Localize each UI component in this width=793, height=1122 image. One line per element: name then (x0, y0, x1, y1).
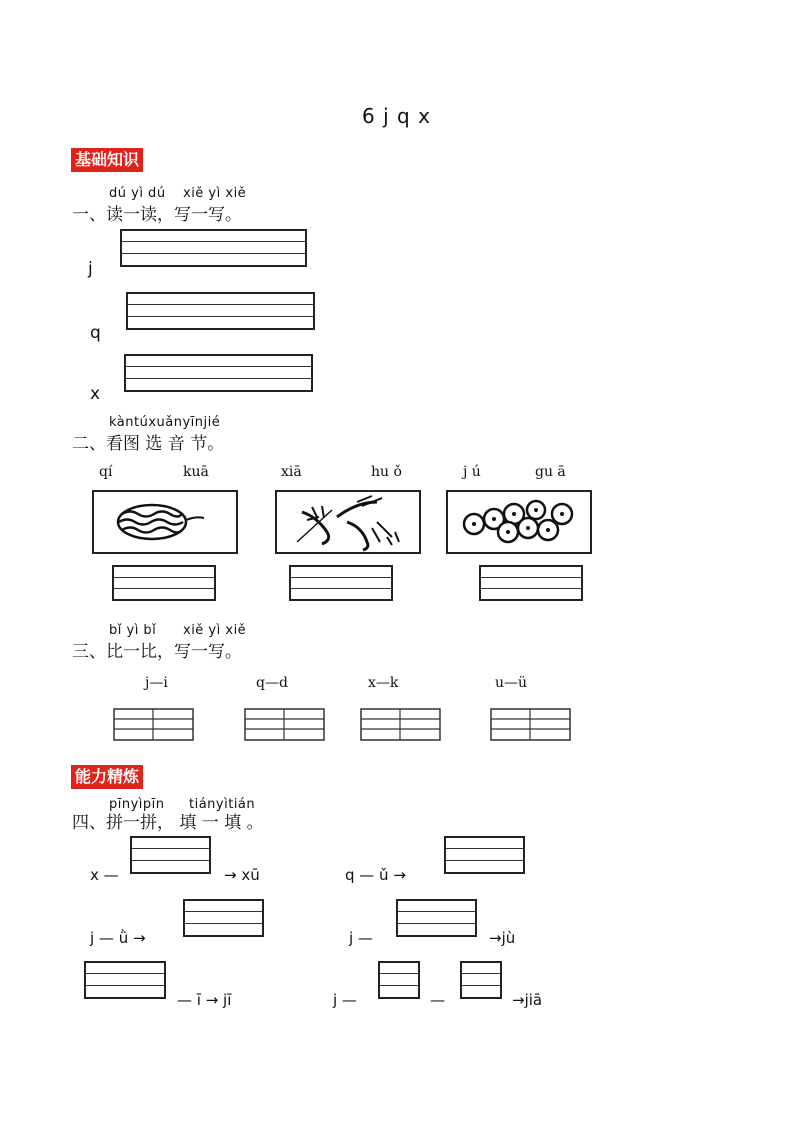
pair-x-k: x—k (368, 675, 399, 691)
q4-r3b-left: j — (333, 991, 357, 1009)
q4-r1a-left: x — (90, 866, 119, 884)
q4-box-r2b[interactable] (396, 899, 477, 937)
q4-box-r3b-2[interactable] (460, 961, 502, 999)
compare-grid-3[interactable] (360, 708, 442, 742)
pair-q-d: q—d (256, 675, 288, 691)
option-gua: gu ā (535, 464, 566, 480)
compare-grid-2[interactable] (244, 708, 326, 742)
q1-question: 一、读一读，写一写。 (72, 205, 242, 225)
answer-box-2[interactable] (289, 565, 393, 601)
letter-j: j (88, 259, 93, 279)
writing-box-x[interactable] (124, 354, 313, 392)
q1-pinyin-b: xiě yì xiě (183, 186, 247, 201)
compare-grid-1[interactable] (113, 708, 195, 742)
q4-r2b-left: j — (349, 929, 373, 947)
page-title: 6 j q x (362, 104, 431, 128)
option-xia: xiā (281, 464, 302, 480)
answer-box-1[interactable] (112, 565, 216, 601)
q2-question: 二、看图 选 音 节。 (72, 434, 225, 454)
q3-pinyin-b: xiě yì xiě (183, 623, 247, 638)
q4-r2b-right: →jù (489, 929, 516, 947)
option-kua: kuā (183, 464, 209, 480)
q4-box-r3b-1[interactable] (378, 961, 420, 999)
option-qi: qí (99, 464, 113, 480)
picture-shrimp (275, 490, 421, 554)
q4-box-r2a[interactable] (183, 899, 264, 937)
oranges-icon (448, 492, 590, 552)
compare-grid-4[interactable] (490, 708, 572, 742)
letter-q: q (90, 323, 101, 343)
q4-box-r1b[interactable] (444, 836, 525, 874)
q4-question: 四、拼一拼， 填 一 填 。 (72, 813, 264, 833)
section-badge-ability: 能力精炼 (71, 765, 143, 789)
q4-box-r3a[interactable] (84, 961, 166, 999)
shrimp-icon (277, 492, 419, 552)
writing-box-q[interactable] (126, 292, 315, 330)
q3-question: 三、比一比，写一写。 (72, 642, 242, 662)
section-badge-basic: 基础知识 (71, 148, 143, 172)
q4-pinyin-a: pīnyìpīn (109, 797, 165, 812)
picture-oranges (446, 490, 592, 554)
q4-r2a-left: j — ǜ → (90, 929, 146, 947)
picture-watermelon (92, 490, 238, 554)
watermelon-icon (94, 492, 236, 552)
q2-pinyin: kàntúxuǎnyīnjié (109, 415, 221, 430)
pair-u-u: u—ü (495, 675, 528, 691)
q4-box-r1a[interactable] (130, 836, 211, 874)
q4-r3b-right: →jiā (512, 991, 543, 1009)
q4-r1a-right: → xū (224, 866, 260, 884)
pair-j-i: j—i (145, 675, 168, 691)
q4-r3b-mid: — (430, 991, 445, 1009)
q4-r1b-left: q — ǔ → (345, 866, 406, 884)
writing-box-j[interactable] (120, 229, 307, 267)
answer-box-3[interactable] (479, 565, 583, 601)
letter-x: x (90, 384, 101, 404)
option-ju: j ú (463, 464, 481, 480)
option-huo: hu ǒ (371, 464, 402, 480)
q1-pinyin-a: dú yì dú (109, 186, 166, 201)
q4-r3a-right: — ī → jī (177, 991, 232, 1009)
q3-pinyin-a: bǐ yì bǐ (109, 623, 157, 638)
q4-pinyin-b: tiányìtián (189, 797, 256, 812)
